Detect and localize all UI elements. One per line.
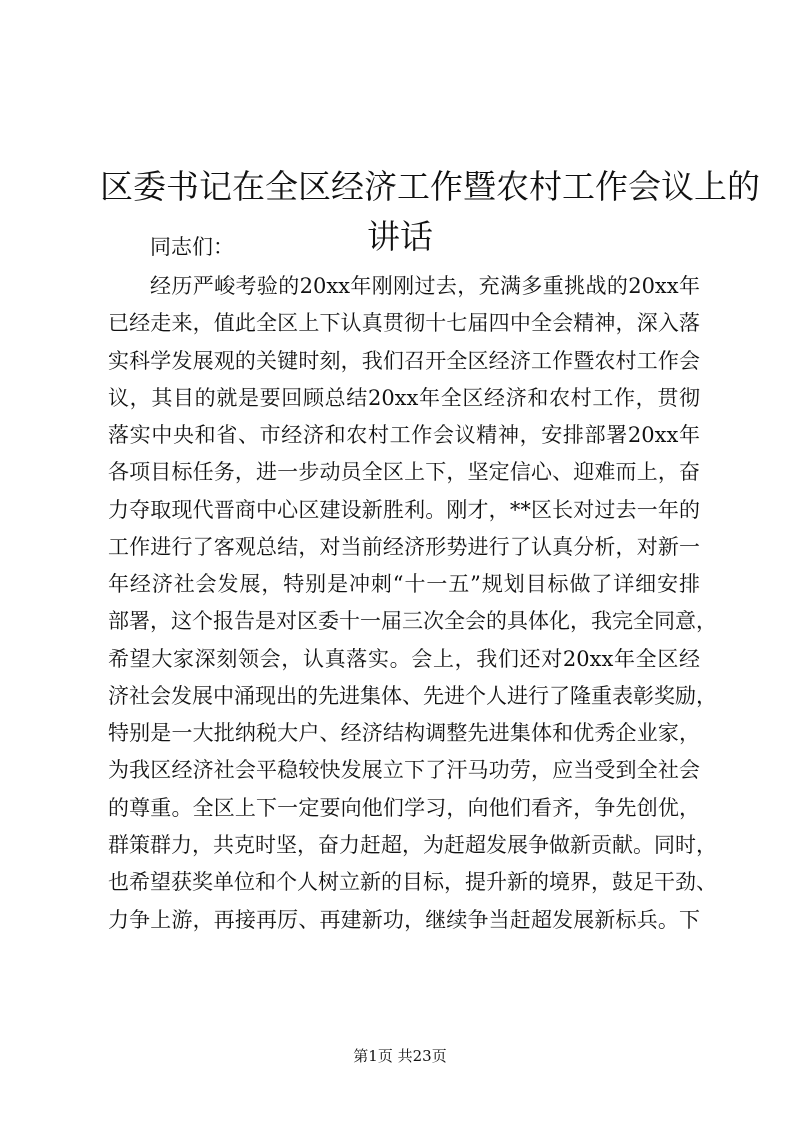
salutation: 同志们： xyxy=(150,235,234,259)
title-line-2: 讲话 xyxy=(367,217,433,257)
body-line: 经历严峻考验的20xx年刚刚过去，充满多重挑战的20xx年 xyxy=(150,274,700,298)
body-line: 工作进行了客观总结，对当前经济形势进行了认真分析，对新一 xyxy=(108,534,700,559)
body-line: 希望大家深刻领会，认真落实。会上，我们还对20xx年全区经 xyxy=(108,646,700,671)
body-line: 济社会发展中涌现出的先进集体、先进个人进行了隆重表彰奖励， xyxy=(108,683,717,708)
body-text xyxy=(108,268,717,939)
body-line: 力争上游，再接再厉、再建新功，继续争当赶超发展新标兵。下 xyxy=(108,907,700,932)
body-line: 议，其目的就是要回顾总结20xx年全区经济和农村工作，贯彻 xyxy=(108,385,700,410)
body-line: 群策群力，共克时坚，奋力赶超，为赶超发展争做新贡献。同时， xyxy=(108,832,717,857)
body-line: 各项目标任务，进一步动员全区上下，坚定信心、迎难而上，奋 xyxy=(108,460,700,485)
body-line: 为我区经济社会平稳较快发展立下了汗马功劳，应当受到全社会 xyxy=(108,758,700,783)
body-line: 的尊重。全区上下一定要向他们学习，向他们看齐，争先创优， xyxy=(108,795,700,820)
body-line: 力夺取现代晋商中心区建设新胜利。刚才，**区长对过去一年的 xyxy=(108,497,700,522)
body-line: 特别是一大批纳税大户、经济结构调整先进集体和优秀企业家， xyxy=(108,721,700,746)
body-line: 年经济社会发展，特别是冲刺“十一五”规划目标做了详细安排 xyxy=(108,572,700,597)
body-line: 实科学发展观的关键时刻，我们召开全区经济工作暨农村工作会 xyxy=(108,348,700,373)
title-line-1: 区委书记在全区经济工作暨农村工作会议上的 xyxy=(100,167,760,207)
body-line: 已经走来，值此全区上下认真贯彻十七届四中全会精神，深入落 xyxy=(108,311,700,336)
body-line: 落实中央和省、市经济和农村工作会议精神，安排部署20xx年 xyxy=(108,423,700,448)
page-footer: 第1页 共23页 xyxy=(353,1047,447,1065)
body-line: 部署，这个报告是对区委十一届三次全会的具体化，我完全同意， xyxy=(108,609,717,634)
body-line: 也希望获奖单位和个人树立新的目标，提升新的境界，鼓足干劲、 xyxy=(108,870,717,895)
